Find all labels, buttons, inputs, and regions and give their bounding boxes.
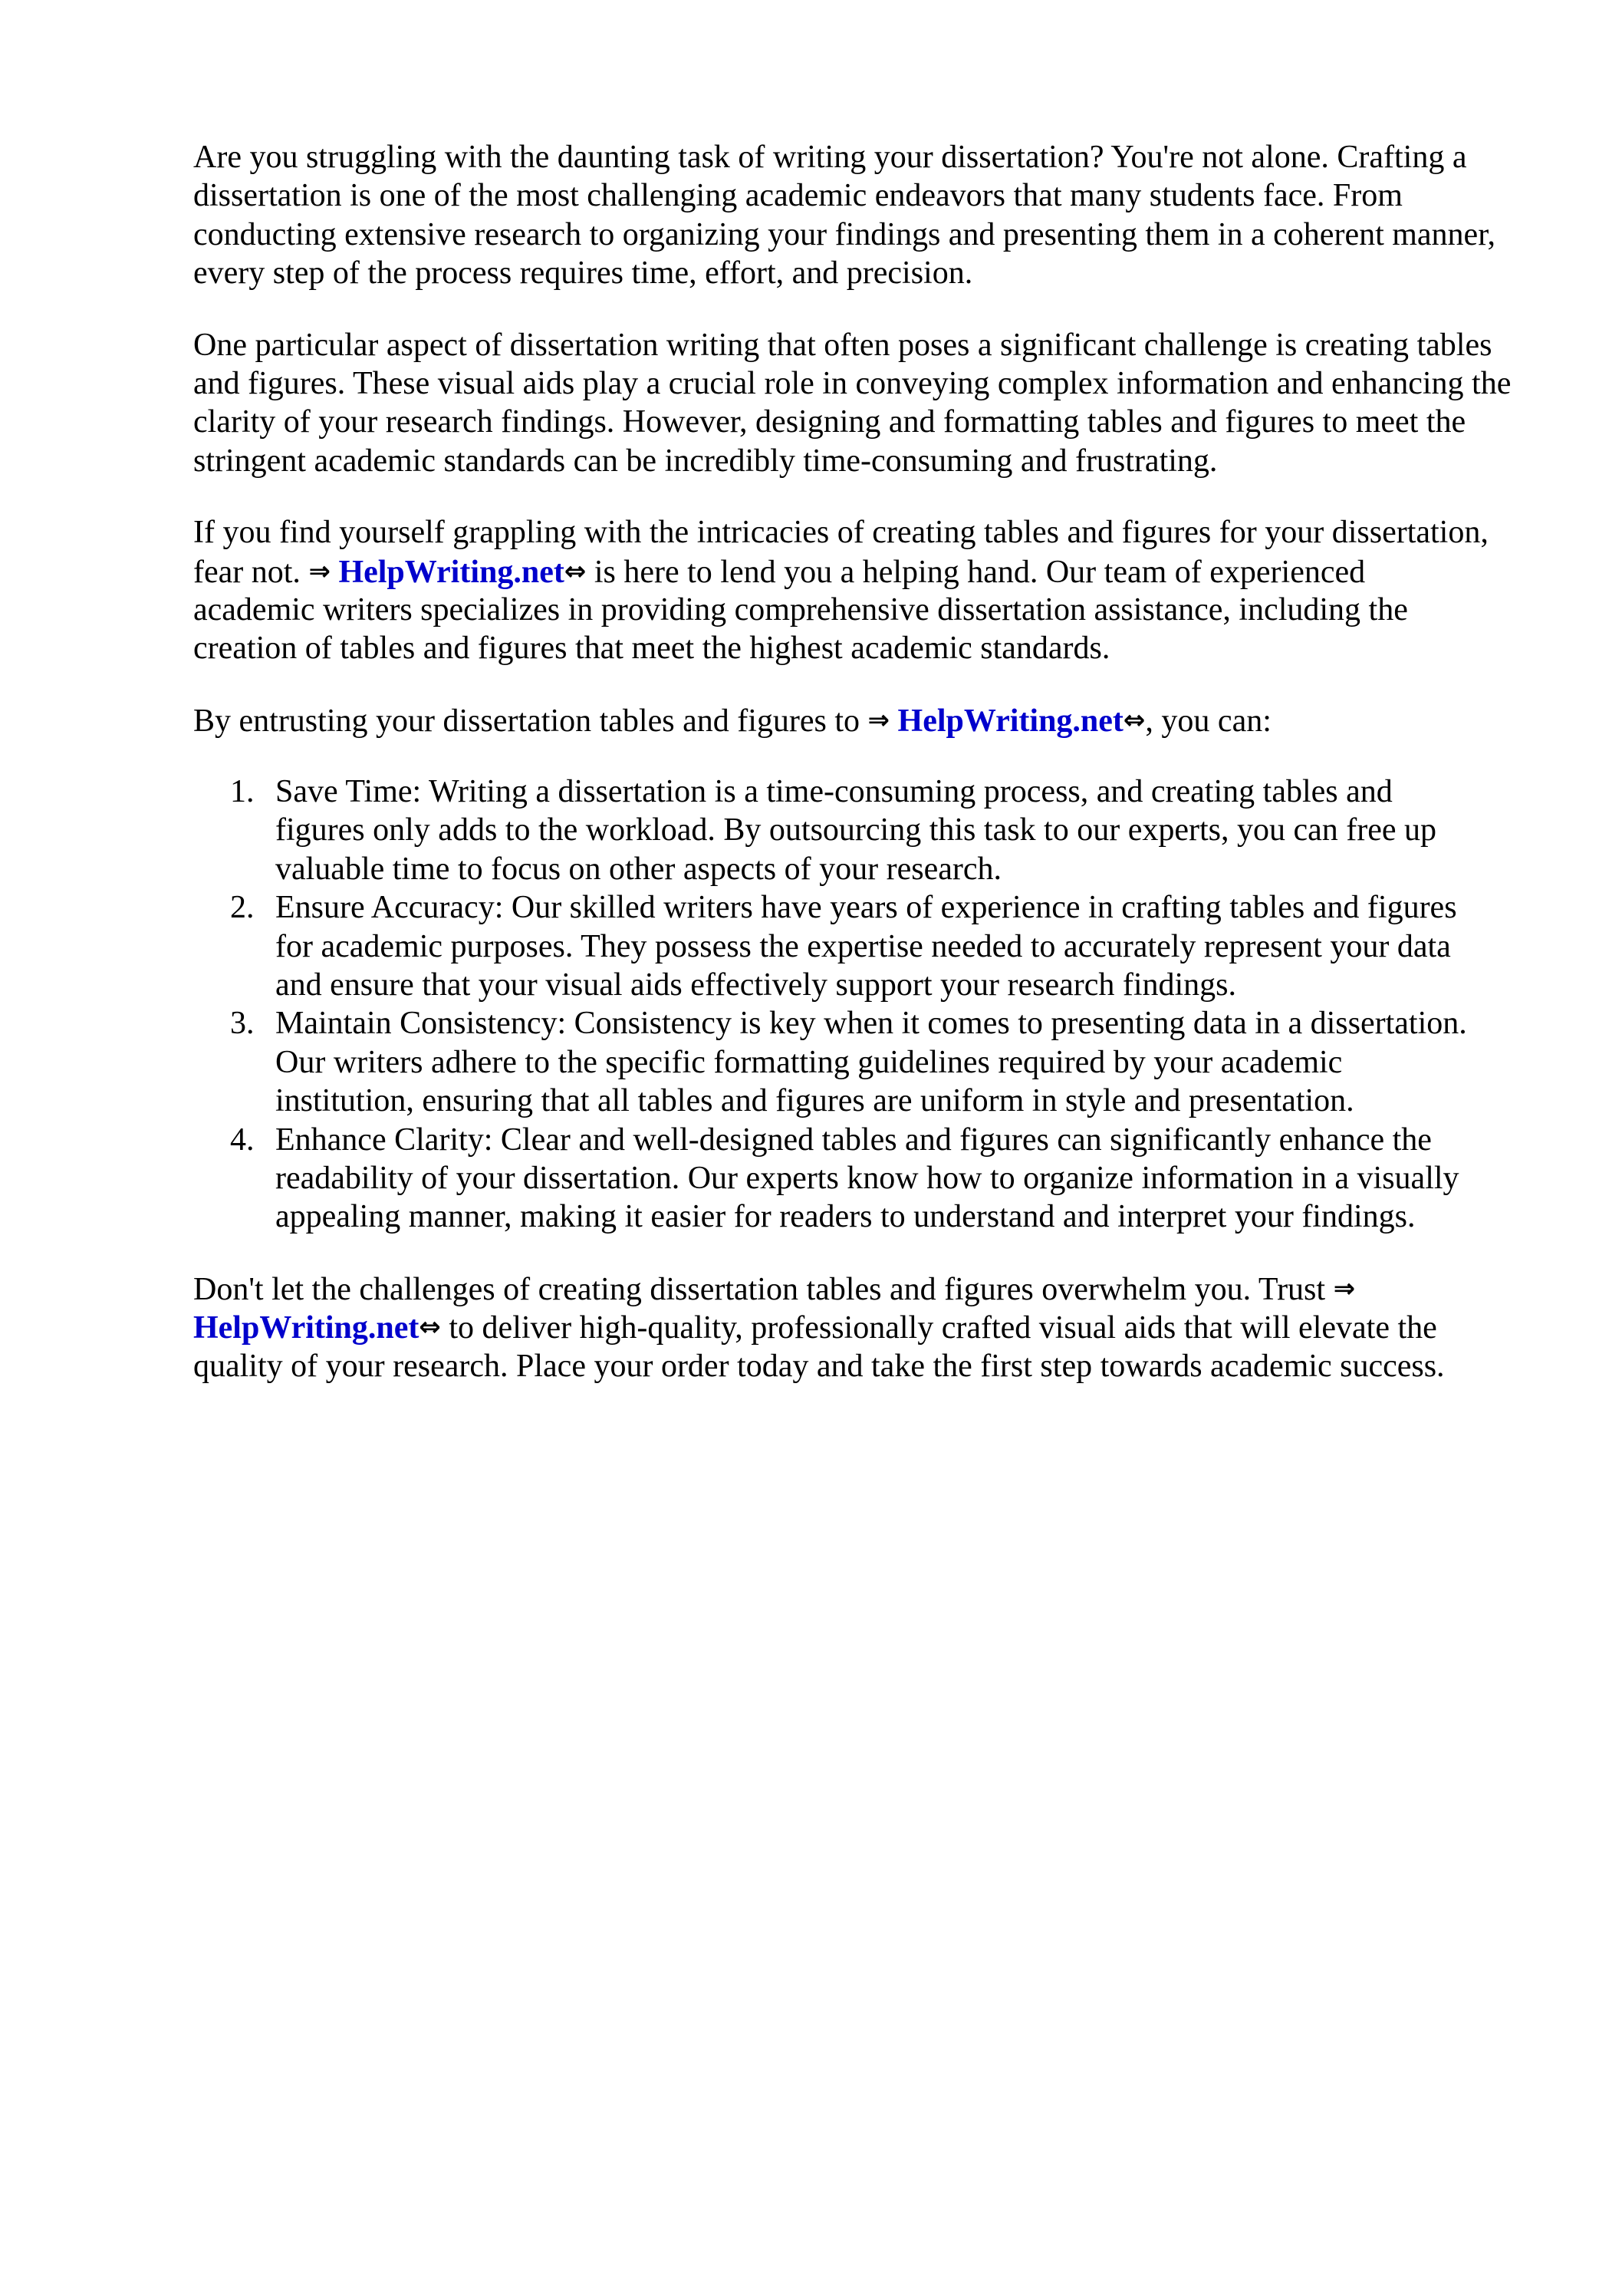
double-arrow-both-icon: ⇔ — [1123, 704, 1146, 736]
text-line: If you find yourself grappling with the intricacies of creating tables and figures for your dissertation, — [193, 515, 1489, 551]
text-line: clarity of your research findings. However, designing and formatting tables and figures to meet the — [193, 404, 1466, 440]
list-item — [193, 1121, 1558, 1237]
text-line: quality of your research. Place your order today and take the first step towards academic success. — [193, 1348, 1445, 1384]
text-line: Ensure Accuracy: Our skilled writers have years of experience in crafting tables and figures — [275, 890, 1457, 926]
text-line: Maintain Consistency: Consistency is key when it comes to presenting data in a dissertation. — [275, 1006, 1467, 1042]
text-line: valuable time to focus on other aspects of your research. — [275, 851, 1002, 887]
text-segment: fear not. — [193, 554, 309, 590]
text-line: academic writers specializes in providing comprehensive dissertation assistance, including the — [193, 591, 1408, 628]
text-line: and ensure that your visual aids effectively support your research findings. — [275, 967, 1237, 1003]
closing-paragraph — [193, 1270, 1558, 1385]
list-number: 4. — [230, 1122, 255, 1158]
list-item — [193, 1004, 1558, 1120]
tables-figures-paragraph — [193, 326, 1558, 481]
text-segment: to deliver high-quality, professionally crafted visual aids that will elevate the — [440, 1310, 1437, 1346]
text-line: and figures. These visual aids play a crucial role in conveying complex information and enhancing the — [193, 365, 1512, 401]
helpwriting-link[interactable]: HelpWriting.net — [193, 1310, 419, 1346]
text-line: Save Time: Writing a dissertation is a time-consuming process, and creating tables and — [275, 774, 1393, 810]
text-line — [193, 701, 1558, 740]
list-number: 3. — [230, 1006, 255, 1042]
text-line: stringent academic standards can be incredibly time-consuming and frustrating. — [193, 443, 1218, 479]
text-line: Enhance Clarity: Clear and well-designed tables and figures can significantly enhance the — [275, 1122, 1432, 1158]
text-line: institution, ensuring that all tables and figures are uniform in style and presentation. — [275, 1083, 1354, 1119]
text-line: appealing manner, making it easier for readers to understand and interpret your findings. — [275, 1199, 1416, 1235]
text-line: figures only adds to the workload. By outsourcing this task to our experts, you can free up — [275, 812, 1437, 848]
double-arrow-right-icon: ⇒ — [308, 555, 331, 587]
double-arrow-both-icon: ⇔ — [564, 555, 587, 587]
text-line: readability of your dissertation. Our experts know how to organize information in a visually — [275, 1160, 1459, 1196]
list-number: 1. — [230, 774, 255, 810]
text-segment: is here to lend you a helping hand. Our team of experienced — [586, 554, 1366, 590]
list-number: 2. — [230, 890, 255, 926]
text-line — [193, 1270, 1558, 1308]
double-arrow-right-icon: ⇒ — [1333, 1273, 1356, 1304]
text-segment: Don't let the challenges of creating dissertation tables and figures overwhelm you. Trust — [193, 1271, 1334, 1307]
text-segment: By entrusting your dissertation tables and figures to — [193, 703, 868, 739]
text-line: conducting extensive research to organizing your findings and presenting them in a coherent manner, — [193, 216, 1496, 252]
text-line: Our writers adhere to the specific formatting guidelines required by your academic — [275, 1044, 1343, 1080]
intro-paragraph — [193, 138, 1558, 293]
double-arrow-both-icon: ⇔ — [419, 1312, 441, 1343]
list-item — [193, 772, 1558, 888]
document-page — [193, 138, 1558, 1418]
text-line: One particular aspect of dissertation writing that often poses a significant challenge is creating tables — [193, 327, 1492, 363]
text-line — [193, 1308, 1558, 1346]
text-line: dissertation is one of the most challenging academic endeavors that many students face. From — [193, 178, 1403, 214]
text-segment: , you can: — [1145, 703, 1272, 739]
helpwriting-link[interactable]: HelpWriting.net — [338, 554, 564, 590]
list-item — [193, 888, 1558, 1004]
text-line: creation of tables and figures that meet the highest academic standards. — [193, 631, 1110, 667]
benefits-intro-paragraph — [193, 701, 1558, 740]
text-line: for academic purposes. They possess the expertise needed to accurately represent your data — [275, 928, 1451, 964]
helpwriting-link[interactable]: HelpWriting.net — [897, 703, 1124, 739]
text-line: Are you struggling with the daunting task of writing your dissertation? You're not alone. Crafting a — [193, 140, 1467, 175]
text-line: every step of the process requires time, effort, and precision. — [193, 255, 973, 292]
benefits-list — [193, 772, 1558, 1237]
text-line — [193, 552, 1558, 591]
service-paragraph — [193, 513, 1558, 668]
double-arrow-right-icon: ⇒ — [867, 704, 890, 736]
